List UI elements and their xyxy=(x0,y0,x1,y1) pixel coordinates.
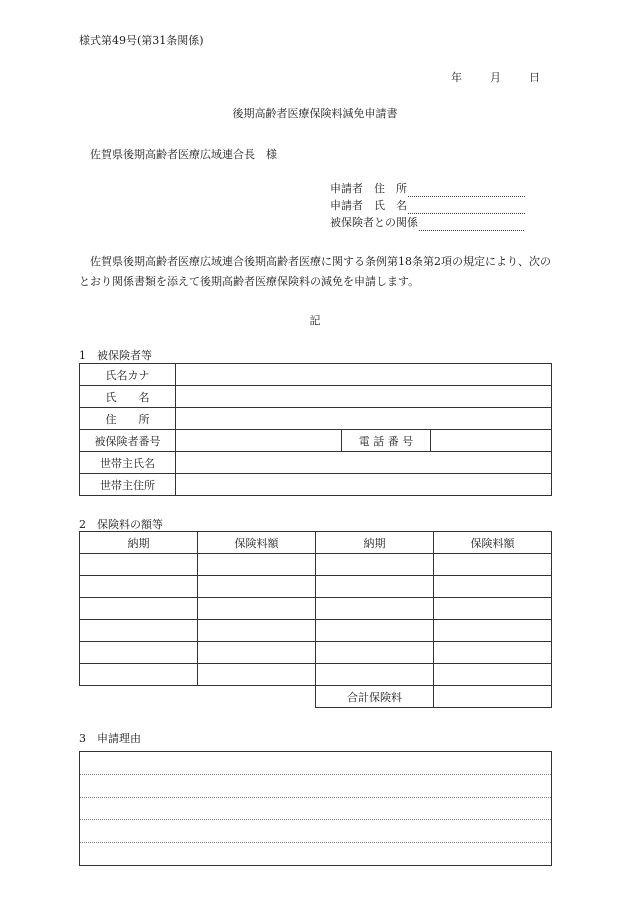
address-label: 住 所 xyxy=(80,408,176,430)
applicant-name-field[interactable] xyxy=(408,201,525,214)
reason-line[interactable] xyxy=(80,820,552,843)
reason-line[interactable] xyxy=(80,752,552,775)
address-field[interactable] xyxy=(176,408,552,430)
date-year-label: 年 xyxy=(451,71,462,84)
premium-cell[interactable] xyxy=(434,598,552,620)
section3-heading: 3 申請理由 xyxy=(79,732,141,745)
householder-name-label: 世帯主氏名 xyxy=(80,452,176,474)
due-date-cell[interactable] xyxy=(316,554,434,576)
premium-cell[interactable] xyxy=(198,664,316,686)
applicant-address-row xyxy=(330,180,525,197)
total-premium-label: 合計保険料 xyxy=(316,686,434,708)
insured-number-field[interactable] xyxy=(176,430,342,452)
householder-address-field[interactable] xyxy=(176,474,552,496)
premium-cell[interactable] xyxy=(434,620,552,642)
table-row xyxy=(80,620,552,642)
premium-table xyxy=(79,531,552,708)
name-field[interactable] xyxy=(176,386,552,408)
form-number: 様式第49号(第31条関係) xyxy=(79,34,204,47)
premium-cell[interactable] xyxy=(198,642,316,664)
applicant-address-field[interactable] xyxy=(408,184,525,197)
applicant-block xyxy=(330,180,525,231)
date-day-label: 日 xyxy=(529,71,540,84)
due-date-cell[interactable] xyxy=(316,576,434,598)
col-due-date-header: 納期 xyxy=(316,532,434,554)
applicant-name-row xyxy=(330,197,525,214)
body-text: 佐賀県後期高齢者医療広域連合後期高齢者医療に関する条例第18条第2項の規定により、次のとおり関係書類を添えて後期高齢者医療保険料の減免を申請します。 xyxy=(79,255,551,288)
date-line xyxy=(451,69,540,85)
table-row xyxy=(80,598,552,620)
due-date-cell[interactable] xyxy=(80,664,198,686)
table-row xyxy=(80,642,552,664)
premium-cell[interactable] xyxy=(198,620,316,642)
due-date-cell[interactable] xyxy=(80,554,198,576)
name-label: 氏 名 xyxy=(80,386,176,408)
col-due-date-header: 納期 xyxy=(80,532,198,554)
applicant-relation-field[interactable] xyxy=(419,218,524,231)
table-row xyxy=(80,554,552,576)
premium-cell[interactable] xyxy=(434,664,552,686)
due-date-cell[interactable] xyxy=(316,620,434,642)
reason-line[interactable] xyxy=(80,797,552,820)
phone-label: 電 話 番 号 xyxy=(342,430,431,452)
due-date-cell[interactable] xyxy=(316,642,434,664)
due-date-cell[interactable] xyxy=(80,642,198,664)
reason-line[interactable] xyxy=(80,774,552,797)
date-month-label: 月 xyxy=(490,71,501,84)
phone-field[interactable] xyxy=(431,430,552,452)
premium-cell[interactable] xyxy=(434,554,552,576)
blank-cell xyxy=(198,686,316,708)
premium-cell[interactable] xyxy=(434,642,552,664)
premium-cell[interactable] xyxy=(434,576,552,598)
applicant-relation-row xyxy=(330,214,525,231)
due-date-cell[interactable] xyxy=(316,598,434,620)
householder-name-field[interactable] xyxy=(176,452,552,474)
table-row xyxy=(80,576,552,598)
col-premium-header: 保険料額 xyxy=(434,532,552,554)
applicant-address-label: 申請者 住 所 xyxy=(330,182,407,195)
section1-heading: 1 被保険者等 xyxy=(79,349,152,362)
reason-box xyxy=(79,751,552,866)
addressee: 佐賀県後期高齢者医療広域連合長 様 xyxy=(90,148,277,161)
document-title: 後期高齢者医療保険料減免申請書 xyxy=(232,107,398,120)
reason-line[interactable] xyxy=(80,843,552,866)
householder-address-label: 世帯主住所 xyxy=(80,474,176,496)
premium-cell[interactable] xyxy=(198,598,316,620)
premium-cell[interactable] xyxy=(198,576,316,598)
ki-heading: 記 xyxy=(309,314,321,327)
due-date-cell[interactable] xyxy=(316,664,434,686)
name-kana-field[interactable] xyxy=(176,364,552,386)
insured-info-table xyxy=(79,363,552,496)
section2-heading: 2 保険料の額等 xyxy=(79,518,163,531)
applicant-name-label: 申請者 氏 名 xyxy=(330,199,407,212)
col-premium-header: 保険料額 xyxy=(198,532,316,554)
premium-cell[interactable] xyxy=(198,554,316,576)
due-date-cell[interactable] xyxy=(80,598,198,620)
blank-cell xyxy=(80,686,198,708)
due-date-cell[interactable] xyxy=(80,620,198,642)
name-kana-label: 氏名カナ xyxy=(80,364,176,386)
due-date-cell[interactable] xyxy=(80,576,198,598)
table-row xyxy=(80,664,552,686)
applicant-relation-label: 被保険者との関係 xyxy=(330,216,418,229)
total-premium-field[interactable] xyxy=(434,686,552,708)
insured-number-label: 被保険者番号 xyxy=(80,430,176,452)
